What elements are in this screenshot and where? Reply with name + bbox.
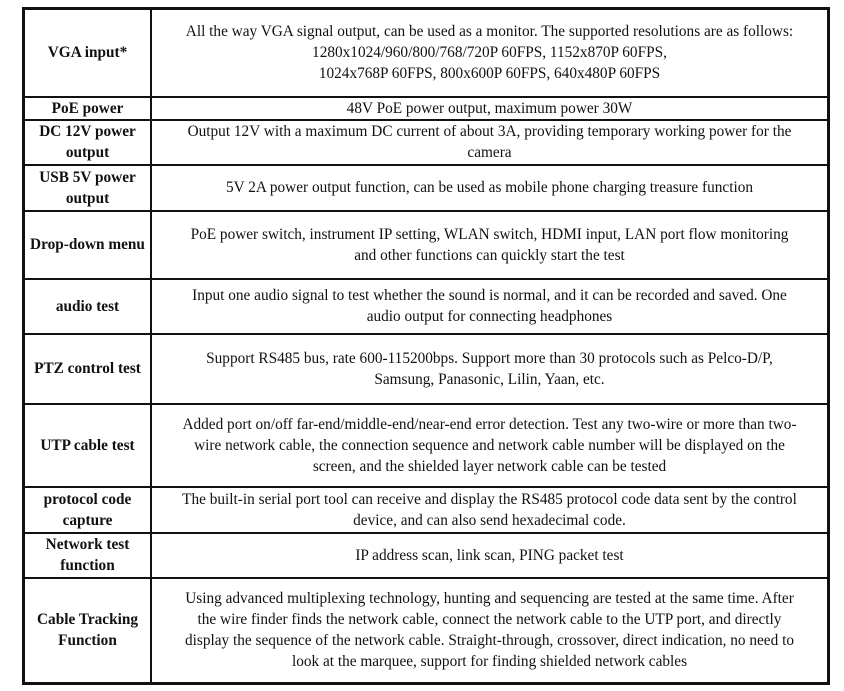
table-row [24,578,829,684]
description-line: Using advanced multiplexing technology, hunting and sequencing are tested at the same time. After [185,590,794,608]
feature-description [151,487,829,533]
feature-name: Drop-down menu [24,211,152,279]
description-line: The built-in serial port tool can receive and display the RS485 protocol code data sent by the control [182,490,797,508]
description-line: Added port on/off far-end/middle-end/near-end error detection. Test any two-wire or more than two- [182,415,797,433]
table-row [24,120,829,165]
feature-name: VGA input* [24,9,152,97]
table-row [24,9,829,97]
description-line: 1024x768P 60FPS, 800x600P 60FPS, 640x480P 60FPS [318,65,661,83]
description-line: camera [467,144,512,161]
feature-description [151,404,829,487]
table-row [24,533,829,578]
table-row [24,279,829,334]
feature-name: PoE power [24,97,152,120]
feature-name: protocol code capture [24,487,152,533]
feature-name: DC 12V power output [24,120,152,165]
feature-description [151,578,829,684]
feature-name: Cable Tracking Function [24,578,152,684]
description-line: and other functions can quickly start the test [354,246,625,264]
feature-description [151,279,829,334]
description-line: PoE power switch, instrument IP setting, WLAN switch, HDMI input, LAN port flow monitoring [190,225,789,243]
description-line: device, and can also send hexadecimal code. [353,511,626,529]
table-row [24,165,829,211]
description-line: IP address scan, link scan, PING packet test [355,546,624,564]
feature-name: UTP cable test [24,404,152,487]
description-line: All the way VGA signal output, can be used as a monitor. The supported resolutions are as follows: [185,23,794,41]
feature-description [151,165,829,211]
table-row [24,97,829,120]
description-line: 48V PoE power output, maximum power 30W [346,99,633,117]
description-line: Output 12V with a maximum DC current of about 3A, providing temporary working power for the [187,123,792,140]
table-row [24,334,829,404]
description-line: screen, and the shielded layer network cable can be tested [312,457,667,475]
description-line: wire network cable, the connection sequence and network cable number will be displayed on the [194,436,785,454]
description-line: the wire finder finds the network cable, connect the network cable to the UTP port, and directly [197,611,782,629]
description-line: Samsung, Panasonic, Lilin, Yaan, etc. [374,370,605,388]
spec-table [22,7,830,685]
feature-description [151,334,829,404]
feature-name: audio test [24,279,152,334]
feature-description [151,97,829,120]
description-line: 1280x1024/960/800/768/720P 60FPS, 1152x870P 60FPS, [312,44,667,62]
description-line: 5V 2A power output function, can be used as mobile phone charging treasure function [225,179,754,196]
table-row [24,487,829,533]
feature-name: PTZ control test [24,334,152,404]
description-line: audio output for connecting headphones [366,308,613,325]
description-line: display the sequence of the network cable. Straight-through, crossover, direct indication, no need to [185,632,794,650]
description-line: Input one audio signal to test whether the sound is normal, and it can be recorded and saved. One [192,287,787,304]
feature-name: Network test function [24,533,152,578]
feature-description [151,120,829,165]
feature-description [151,211,829,279]
description-line: look at the marquee, support for finding shielded network cables [291,653,688,671]
description-line: Support RS485 bus, rate 600-115200bps. Support more than 30 protocols such as Pelco-D/P, [206,349,773,367]
feature-description [151,533,829,578]
feature-name: USB 5V power output [24,165,152,211]
feature-description [151,9,829,97]
table-row [24,404,829,487]
table-row [24,211,829,279]
